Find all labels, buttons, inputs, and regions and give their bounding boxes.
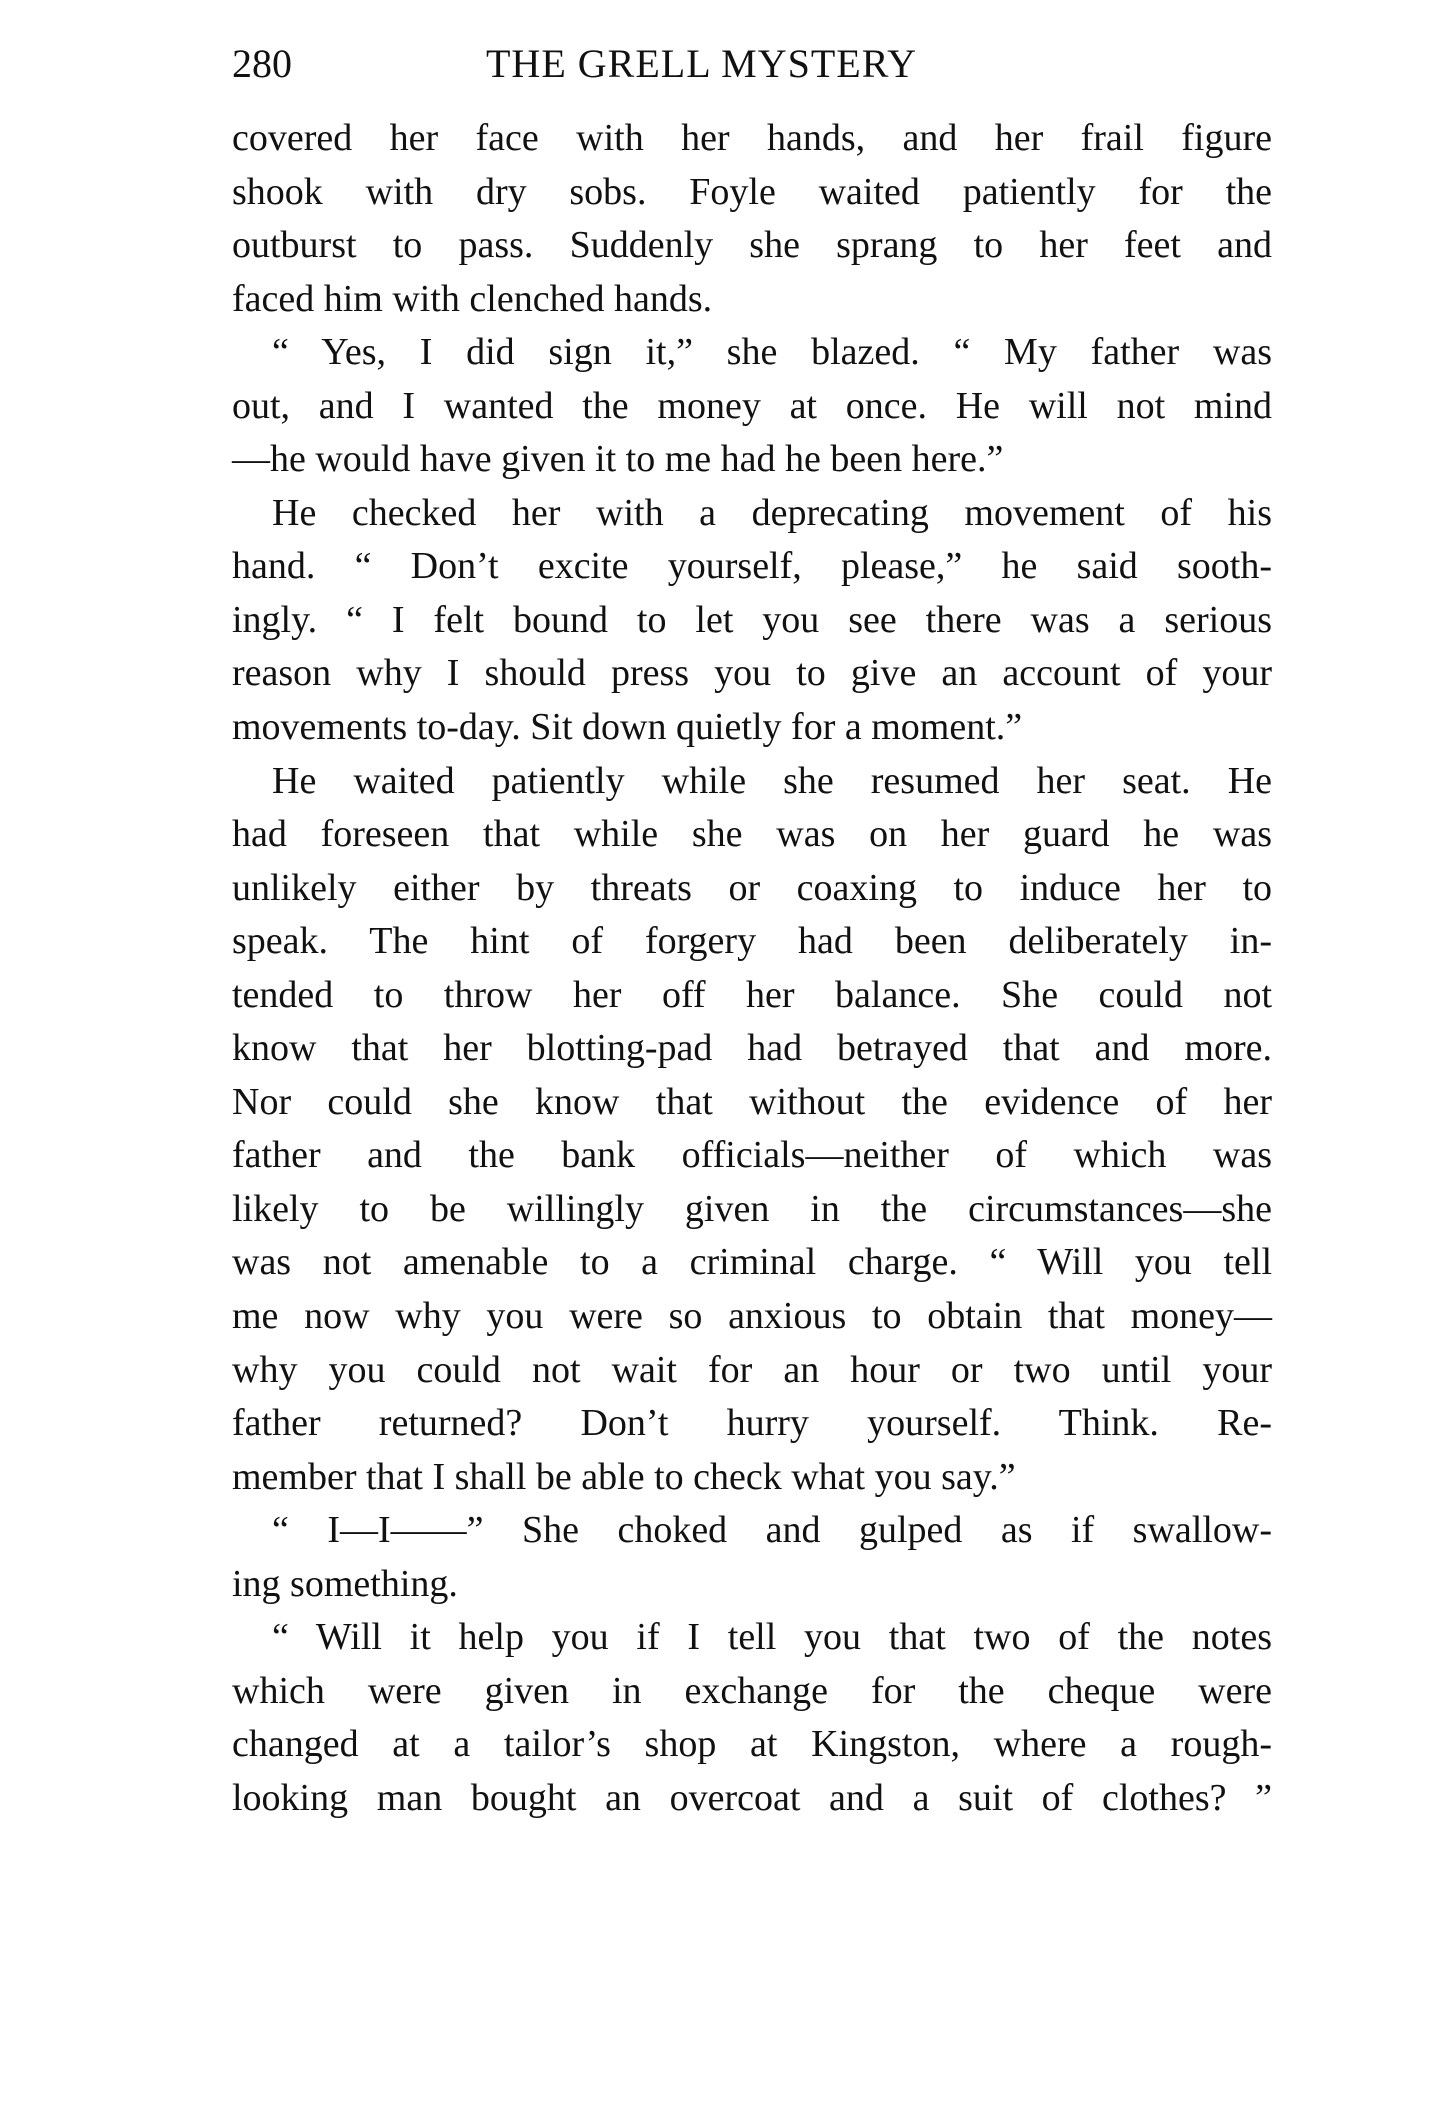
text-line: hand. “ Don’t excite yourself, please,” he said sooth- xyxy=(232,545,1272,588)
text-line: “ Will it help you if I tell you that two of the notes xyxy=(272,1616,1272,1659)
text-line: was not amenable to a criminal charge. “ Will you tell xyxy=(232,1241,1272,1284)
page-header xyxy=(232,38,1270,90)
text-line: out, and I wanted the money at once. He will not mind xyxy=(232,384,1272,427)
text-line: changed at a tailor’s shop at Kingston, where a rough- xyxy=(232,1723,1272,1766)
text-line: tended to throw her off her balance. She could not xyxy=(232,973,1272,1016)
text-line: unlikely either by threats or coaxing to induce her to xyxy=(232,866,1272,909)
text-line: father and the bank officials—neither of which was xyxy=(232,1134,1272,1177)
text-line: reason why I should press you to give an account of your xyxy=(232,652,1272,695)
running-title: THE GRELL MYSTERY xyxy=(486,41,918,86)
text-line: had foreseen that while she was on her guard he was xyxy=(232,813,1272,856)
text-line: which were given in exchange for the cheque were xyxy=(232,1669,1272,1712)
text-line: ing something. xyxy=(232,1562,458,1605)
text-line: looking man bought an overcoat and a suit of clothes? ” xyxy=(232,1776,1272,1819)
text-line: me now why you were so anxious to obtain that money— xyxy=(232,1295,1272,1338)
text-line: covered her face with her hands, and her frail figure xyxy=(232,117,1272,159)
text-line: father returned? Don’t hurry yourself. Think. Re- xyxy=(232,1402,1272,1445)
text-line: why you could not wait for an hour or two until your xyxy=(232,1348,1272,1391)
text-line: ingly. “ I felt bound to let you see there was a serious xyxy=(232,598,1272,641)
text-line: faced him with clenched hands. xyxy=(232,277,713,320)
text-line: outburst to pass. Suddenly she sprang to her feet and xyxy=(232,224,1272,267)
text-line: shook with dry sobs. Foyle waited patiently for the xyxy=(232,170,1272,213)
page-number: 280 xyxy=(232,41,292,86)
body-text xyxy=(232,112,1272,1826)
text-line: member that I shall be able to check what you say.” xyxy=(232,1455,1016,1498)
text-line: “ I—I——” She choked and gulped as if swallow- xyxy=(272,1509,1272,1552)
text-line: He checked her with a deprecating movement of his xyxy=(272,491,1272,534)
text-line: movements to-day. Sit down quietly for a moment.” xyxy=(232,706,1023,749)
text-line: likely to be willingly given in the circumstances—she xyxy=(232,1187,1272,1230)
text-line: —he would have given it to me had he been here.” xyxy=(232,438,1004,481)
text-line: know that her blotting-pad had betrayed that and more. xyxy=(232,1027,1272,1070)
text-line: Nor could she know that without the evidence of her xyxy=(232,1080,1272,1123)
text-line: “ Yes, I did sign it,” she blazed. “ My father was xyxy=(272,331,1272,374)
text-line: speak. The hint of forgery had been deliberately in- xyxy=(232,920,1272,963)
text-line: He waited patiently while she resumed her seat. He xyxy=(272,759,1272,802)
